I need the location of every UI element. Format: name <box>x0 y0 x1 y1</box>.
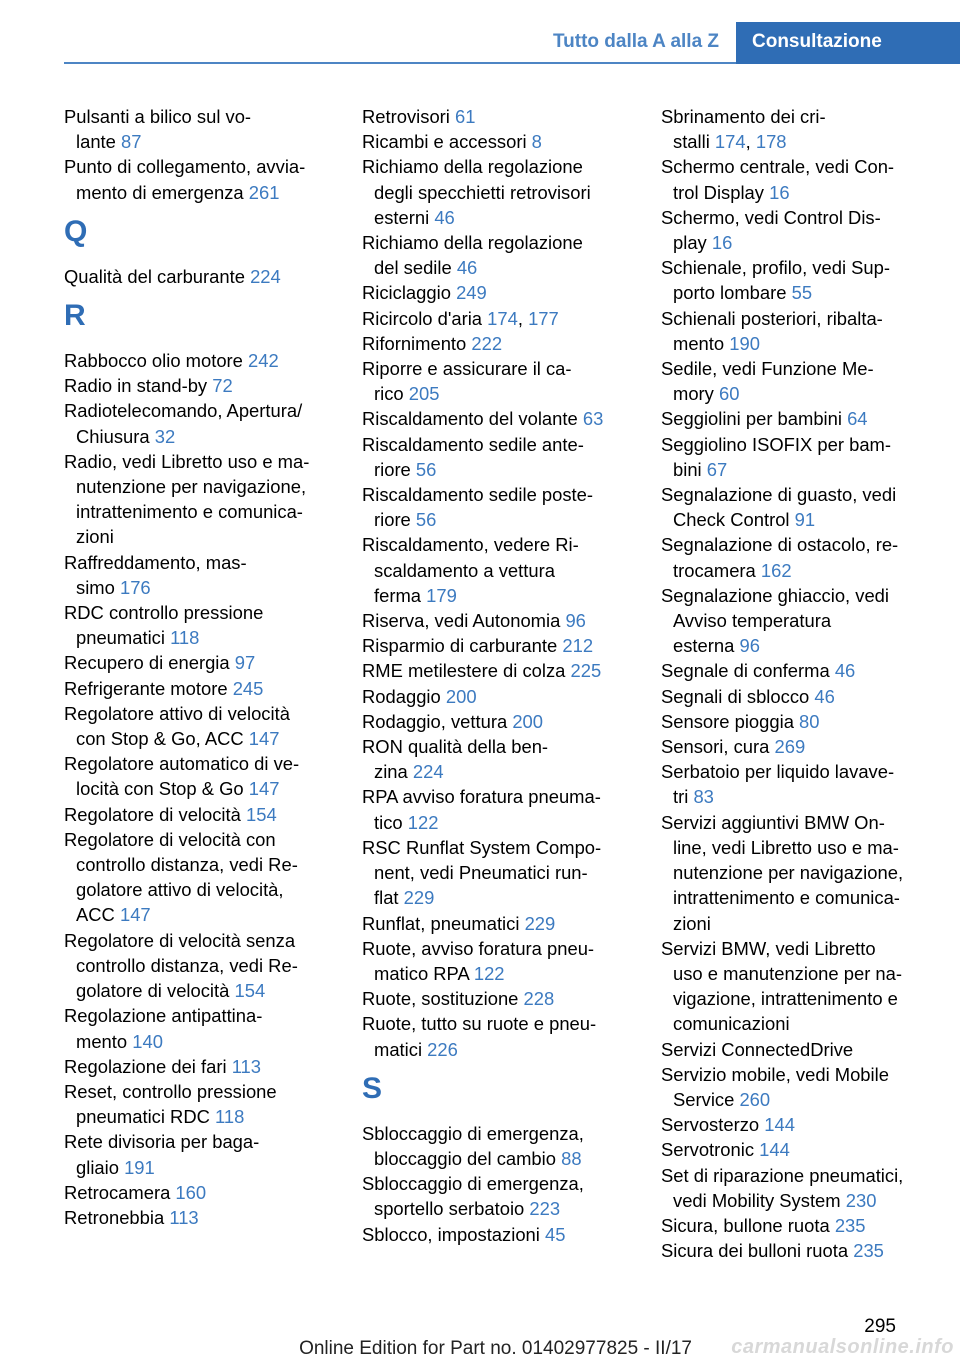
index-entry-text: esterni <box>374 206 430 228</box>
index-entry <box>661 356 929 406</box>
index-entry-text: Servizi ConnectedDrive <box>661 1038 854 1060</box>
page-reference-link[interactable]: 177 <box>528 307 559 329</box>
index-entry-text: tico <box>374 811 403 833</box>
header-section-title: Tutto dalla A alla Z <box>552 31 720 52</box>
page-reference-link[interactable]: 45 <box>545 1223 566 1245</box>
index-entry-text: riore <box>374 458 411 480</box>
index-entry <box>661 810 929 936</box>
index-entry-text: trol Display <box>673 181 764 203</box>
index-entry <box>64 1079 332 1129</box>
index-entry-text: Sedile, vedi Funzione Me‐ <box>661 358 874 380</box>
index-entry-text: Refrigerante motore <box>64 677 228 699</box>
index-entry-text: Regolazione antipattina‐ <box>64 1005 263 1027</box>
index-entry <box>362 986 630 1011</box>
index-entry-text: scaldamento a vettura <box>374 559 555 581</box>
index-entry <box>362 532 630 608</box>
footer-edition-text: Online Edition for Part no. 01402977825 - II/17 <box>299 1338 692 1359</box>
index-letter-heading: S <box>362 1071 383 1105</box>
page-number: 295 <box>864 1316 896 1337</box>
index-entry-text: Raffreddamento, mas‐ <box>64 551 247 573</box>
index-entry-text: intrattenimento e comunica‐ <box>673 887 900 909</box>
index-entry-text: Servotronic <box>661 1139 755 1161</box>
index-entry-text: Schermo, vedi Control Dis‐ <box>661 206 881 228</box>
page-reference-link[interactable]: 55 <box>791 282 813 304</box>
page-reference-link[interactable]: 235 <box>834 1214 866 1236</box>
index-entry-text: Riscaldamento sedile poste‐ <box>362 484 594 506</box>
index-entry-text: flat <box>374 887 399 909</box>
index-entry <box>661 532 929 582</box>
index-entry-text: Runflat, pneumatici <box>362 912 520 934</box>
index-entry <box>661 658 929 683</box>
page-reference-link[interactable]: 162 <box>760 559 792 581</box>
page-reference-link[interactable]: 223 <box>529 1198 561 1220</box>
index-entry-text: Seggiolini per bambini <box>661 408 842 430</box>
page-reference-link[interactable]: 88 <box>561 1147 582 1169</box>
index-entry-text: bini <box>673 458 702 480</box>
index-entry-text: Segnali di sblocco <box>661 685 810 707</box>
index-entry <box>64 398 332 448</box>
index-entry <box>64 348 332 373</box>
index-entry-text: Avviso temperatura <box>673 610 832 632</box>
page-reference-link[interactable]: 46 <box>814 685 835 707</box>
index-entry-text: Rodaggio <box>362 685 441 707</box>
index-entry-text: Servizio mobile, vedi Mobile <box>661 1063 889 1085</box>
page-reference-link[interactable]: 80 <box>799 710 820 732</box>
index-entry-text: esterna <box>673 635 735 657</box>
index-entry-text: controllo distanza, vedi Re‐ <box>76 854 298 876</box>
index-entry-text: zina <box>374 761 408 783</box>
page-reference-link[interactable]: 61 <box>455 106 476 127</box>
index-column-3 <box>661 104 929 1263</box>
index-entry-text: Schienali posteriori, ribalta‐ <box>661 307 883 329</box>
index-entry-text: Regolatore automatico di ve‐ <box>64 753 300 775</box>
index-entry-text: RME metilestere di colza <box>362 660 566 682</box>
index-entry <box>362 230 630 280</box>
index-entry <box>362 1011 630 1061</box>
index-entry-text: Sensori, cura <box>661 736 770 758</box>
index-entry <box>64 264 332 289</box>
index-entry-text: Ricircolo d'aria <box>362 307 483 329</box>
page-reference-link[interactable]: 269 <box>774 736 806 758</box>
index-column-2 <box>362 104 630 1247</box>
index-entry-text: pneumatici RDC <box>76 1106 210 1128</box>
page-reference-link[interactable]: 224 <box>250 265 281 287</box>
page-reference-link[interactable]: 154 <box>245 803 277 825</box>
page-reference-link[interactable]: 56 <box>415 458 437 480</box>
index-entry <box>661 1037 929 1062</box>
index-entry-text: Sbloccaggio di emergenza, <box>362 1122 584 1144</box>
index-entry-text: simo <box>76 576 115 598</box>
page-reference-link[interactable]: 190 <box>729 332 760 354</box>
page-reference-link[interactable]: 235 <box>853 1240 884 1262</box>
index-entry <box>64 373 332 398</box>
index-entry <box>64 701 332 751</box>
index-entry <box>661 759 929 809</box>
index-entry-text: del sedile <box>374 257 452 279</box>
index-entry-text: porto lombare <box>673 282 787 304</box>
page-reference-link[interactable]: 242 <box>248 350 279 372</box>
index-entry <box>64 1129 332 1179</box>
index-entry-text: Recupero di energia <box>64 652 230 674</box>
index-entry-text: golatore di velocità <box>76 980 230 1002</box>
index-entry-text: comunicazioni <box>673 1013 790 1035</box>
index-entry <box>661 205 929 255</box>
index-entry-text: Ruote, avviso foratura pneu‐ <box>362 937 595 959</box>
index-letter-heading: R <box>64 299 86 333</box>
index-entry-text: Risparmio di carburante <box>362 635 558 657</box>
index-entry-text: Schermo centrale, vedi Con‐ <box>661 156 895 178</box>
index-entry-text: Richiamo della regolazione <box>362 232 583 254</box>
index-entry-text: RON qualità della ben‐ <box>362 736 549 758</box>
index-entry-text: Seggiolino ISOFIX per bam‐ <box>661 433 891 455</box>
index-entry-text: Riporre e assicurare il ca‐ <box>362 358 572 380</box>
index-entry <box>64 1180 332 1205</box>
index-entry-text: Servosterzo <box>661 1114 760 1136</box>
page-reference-link[interactable]: 91 <box>794 509 816 531</box>
index-entry-text: RPA avviso foratura pneuma‐ <box>362 786 601 808</box>
page-reference-link[interactable]: 174 <box>714 131 746 153</box>
index-entry <box>362 154 630 230</box>
index-entry-text: vedi Mobility System <box>673 1189 841 1211</box>
index-entry-text: Servizi aggiuntivi BMW On‐ <box>661 811 885 833</box>
page-reference-link[interactable]: 245 <box>232 677 264 699</box>
page-reference-link[interactable]: 118 <box>170 627 200 649</box>
index-entry-text: gliaio <box>76 1156 119 1178</box>
index-entry <box>362 608 630 633</box>
watermark-text: carmanualsonline.info <box>731 1336 954 1358</box>
page-reference-link[interactable]: 191 <box>124 1156 155 1178</box>
index-entry-text: Segnale di conferma <box>661 660 830 682</box>
page-reference-link[interactable]: 200 <box>512 710 543 732</box>
page-reference-link[interactable]: 154 <box>234 980 266 1002</box>
page-reference-link[interactable]: 32 <box>154 425 176 447</box>
index-entry <box>661 936 929 1037</box>
page-reference-link[interactable]: 200 <box>445 685 477 707</box>
index-entry-text: Richiamo della regolazione <box>362 156 583 178</box>
index-entry-text: Riserva, vedi Autonomia <box>362 610 561 632</box>
index-entry-text: matico RPA <box>374 962 469 984</box>
index-entry <box>362 280 630 305</box>
page-reference-link[interactable]: 230 <box>845 1189 877 1211</box>
page-reference-link[interactable]: 83 <box>693 786 714 808</box>
index-entry <box>64 1054 332 1079</box>
index-entry-text: Servizi BMW, vedi Libretto <box>661 937 876 959</box>
index-entry <box>64 1003 332 1053</box>
index-entry-text: golatore attivo di velocità, <box>76 879 284 901</box>
index-entry-text: sportello serbatoio <box>374 1198 525 1220</box>
index-entry-text: Rodaggio, vettura <box>362 710 508 732</box>
index-entry-text: tri <box>673 786 689 808</box>
index-letter-heading: Q <box>64 214 88 248</box>
index-entry <box>362 1222 630 1247</box>
index-entry-text: mento <box>673 332 725 354</box>
index-entry <box>362 784 630 834</box>
index-entry <box>661 406 929 431</box>
page-reference-link[interactable]: 229 <box>524 912 556 934</box>
page-reference-link[interactable]: 46 <box>456 257 478 279</box>
index-entry-text: controllo distanza, vedi Re‐ <box>76 954 298 976</box>
index-entry <box>362 633 630 658</box>
page-reference-link[interactable]: 96 <box>739 635 760 657</box>
index-entry-text: Retronebbia <box>64 1206 165 1228</box>
index-entry-text: con Stop & Go, ACC <box>76 728 244 750</box>
index-entry-text: Riscaldamento sedile ante‐ <box>362 433 584 455</box>
index-entry <box>64 650 332 675</box>
index-entry-text: Rete divisoria per baga‐ <box>64 1131 260 1153</box>
page-reference-link[interactable]: 144 <box>759 1139 790 1161</box>
index-entry-text: Sicura dei bulloni ruota <box>661 1240 849 1262</box>
index-entry-text: RDC controllo pressione <box>64 602 264 624</box>
index-entry-text: matici <box>374 1038 423 1060</box>
index-entry-text: lante <box>76 131 116 153</box>
page-reference-link[interactable]: 249 <box>456 282 487 304</box>
index-entry <box>362 406 630 431</box>
page-reference-link[interactable]: 8 <box>531 131 542 153</box>
page-reference-link[interactable]: 122 <box>407 811 439 833</box>
index-entry <box>661 482 929 532</box>
page-reference-link[interactable]: 140 <box>132 1030 163 1052</box>
index-entry <box>661 1137 929 1162</box>
index-entry-text: Rifornimento <box>362 332 467 354</box>
index-entry-text: mento <box>76 1030 128 1052</box>
index-entry-text: Regolatore di velocità senza <box>64 929 296 951</box>
index-entry <box>64 928 332 1004</box>
index-entry <box>362 658 630 683</box>
index-entry <box>661 432 929 482</box>
index-entry-text: play <box>673 232 707 254</box>
footer <box>0 1336 960 1362</box>
index-entry <box>362 482 630 532</box>
index-entry <box>64 827 332 928</box>
page-reference-link[interactable]: 87 <box>121 131 142 153</box>
index-entry-text: Service <box>673 1088 735 1110</box>
page-reference-link[interactable]: 147 <box>248 728 280 750</box>
index-entry <box>661 1238 929 1263</box>
index-entry <box>64 104 332 154</box>
index-entry-text: pneumatici <box>76 627 165 649</box>
index-entry <box>64 600 332 650</box>
index-entry-text: Set di riparazione pneumatici, <box>661 1164 904 1186</box>
index-entry <box>661 255 929 305</box>
page-reference-link[interactable]: 212 <box>562 635 594 657</box>
index-entry-text: Pulsanti a bilico sul vo‐ <box>64 106 252 127</box>
index-entry <box>661 709 929 734</box>
index-entry-text: Regolazione dei fari <box>64 1055 227 1077</box>
page-reference-link[interactable]: 225 <box>570 660 602 682</box>
page-reference-link[interactable]: 97 <box>234 652 256 674</box>
index-entry-text: Regolatore di velocità <box>64 803 241 825</box>
index-entry-text: uso e manutenzione per na‐ <box>673 962 903 984</box>
index-entry-text: Check Control <box>673 509 790 531</box>
page-reference-link[interactable]: 160 <box>175 1181 207 1203</box>
page-reference-link[interactable]: 260 <box>739 1088 771 1110</box>
page-reference-link[interactable]: 64 <box>847 408 868 430</box>
page-reference-link[interactable]: 122 <box>473 962 505 984</box>
index-entry-text: Sblocco, impostazioni <box>362 1223 540 1245</box>
index-entry <box>362 1171 630 1221</box>
index-entry-text: Radio, vedi Libretto uso e ma‐ <box>64 450 310 472</box>
index-entry <box>362 709 630 734</box>
page-reference-link[interactable]: 46 <box>434 206 455 228</box>
index-entry <box>362 331 630 356</box>
header-chapter-tab: Consultazione <box>736 22 960 64</box>
index-entry-text: Sicura, bullone ruota <box>661 1214 830 1236</box>
index-entry-text: Segnalazione di guasto, vedi <box>661 484 897 506</box>
index-entry-text: degli specchietti retrovisori <box>374 181 591 203</box>
index-entry-text: Ruote, sostituzione <box>362 988 519 1010</box>
index-entry-text: mory <box>673 383 714 405</box>
index-entry-text: Segnalazione di ostacolo, re‐ <box>661 534 899 556</box>
page-reference-link[interactable]: 60 <box>719 383 740 405</box>
page-reference-link[interactable]: 113 <box>231 1055 262 1077</box>
index-entry <box>362 1121 630 1171</box>
page-reference-link[interactable]: 46 <box>834 660 856 682</box>
index-entry <box>64 802 332 827</box>
page-reference-link[interactable]: 226 <box>427 1038 458 1060</box>
index-entry <box>362 432 630 482</box>
index-entry-text: Rabbocco olio motore <box>64 350 243 372</box>
index-entry-text: Sbrinamento dei cri‐ <box>661 106 826 127</box>
index-entry-text: Retrovisori <box>362 106 450 127</box>
index-entry-text: Regolatore di velocità con <box>64 828 276 850</box>
index-entry-text: Schienale, profilo, vedi Sup‐ <box>661 257 890 279</box>
index-entry-text: line, vedi Libretto uso e ma‐ <box>673 836 899 858</box>
page-reference-link[interactable]: 16 <box>711 232 733 254</box>
page-reference-link[interactable]: 179 <box>426 584 457 606</box>
page-reference-link[interactable]: 147 <box>119 904 151 926</box>
index-entry <box>661 306 929 356</box>
index-entry <box>661 1062 929 1112</box>
index-entry-text: Qualità del carburante <box>64 265 245 287</box>
index-entry-text: Sbloccaggio di emergenza, <box>362 1173 584 1195</box>
index-entry <box>64 550 332 600</box>
index-entry-text: Riscaldamento, vedere Ri‐ <box>362 534 579 556</box>
index-entry-text: trocamera <box>673 559 756 581</box>
index-entry-text: Radiotelecomando, Apertura/ <box>64 400 303 422</box>
index-entry-text: vigazione, intrattenimento e <box>673 988 898 1010</box>
page-reference-link[interactable]: 261 <box>248 181 280 203</box>
index-entry-text: nutenzione per navigazione, <box>673 862 904 884</box>
index-entry-text: Regolatore attivo di velocità <box>64 702 290 724</box>
index-entry <box>661 684 929 709</box>
index-entry-text: Segnalazione ghiaccio, vedi <box>661 584 889 606</box>
index-entry-text: bloccaggio del cambio <box>374 1147 556 1169</box>
index-entry-text: zioni <box>673 912 711 934</box>
index-entry-text: Reset, controllo pressione <box>64 1080 277 1102</box>
index-entry <box>661 734 929 759</box>
index-entry <box>64 1205 332 1230</box>
page-reference-link[interactable]: 144 <box>764 1114 795 1136</box>
page-reference-link[interactable]: 229 <box>403 887 435 909</box>
index-entry <box>362 835 630 911</box>
index-entry: Ricircolo d'aria 174, 177 <box>362 307 559 329</box>
index-entry <box>661 1213 929 1238</box>
index-entry-text: Ruote, tutto su ruote e pneu‐ <box>362 1013 597 1035</box>
page-reference-link[interactable]: 178 <box>755 131 787 153</box>
page-reference-link[interactable]: 113 <box>169 1206 199 1228</box>
page-reference-link[interactable]: 72 <box>212 375 233 397</box>
index-entry-text: stalli <box>673 131 710 153</box>
index-entry <box>64 751 332 801</box>
index-entry-text: Ricambi e accessori <box>362 131 527 153</box>
page-reference-link[interactable]: 228 <box>523 988 555 1010</box>
index-entry <box>362 911 630 936</box>
index-entry-text: RSC Runflat System Compo‐ <box>362 836 602 858</box>
page-reference-link[interactable]: 16 <box>769 181 790 203</box>
index-entry-text: nent, vedi Pneumatici run‐ <box>374 862 588 884</box>
page-reference-link[interactable]: 205 <box>408 383 440 405</box>
index-entry-text: Chiusura <box>76 425 150 447</box>
index-entry-text: riore <box>374 509 411 531</box>
index-entry-text: Riciclaggio <box>362 282 451 304</box>
index-entry <box>64 154 332 204</box>
page-reference-link[interactable]: 118 <box>215 1106 245 1128</box>
index-column-1 <box>64 104 332 1230</box>
index-entry-text: locità con Stop & Go <box>76 778 244 800</box>
index-entry <box>362 684 630 709</box>
index-entry-text: Punto di collegamento, avvia‐ <box>64 156 306 178</box>
index-entry-text: intrattenimento e comunica‐ <box>76 501 303 523</box>
index-entry <box>362 356 630 406</box>
index-entry <box>362 734 630 784</box>
index-entry: Sbrinamento dei cri‐ stalli 174, 178 <box>661 106 826 153</box>
index-entry-text: ferma <box>374 584 422 606</box>
page-reference-link[interactable]: 56 <box>415 509 437 531</box>
page-reference-link[interactable]: 176 <box>119 576 151 598</box>
index-entry-text: Retrocamera <box>64 1181 171 1203</box>
index-entry <box>661 1163 929 1213</box>
page-reference-link[interactable]: 222 <box>471 332 503 354</box>
index-entry <box>362 104 630 129</box>
index-entry <box>64 676 332 701</box>
index-entry-text: zioni <box>76 526 114 548</box>
index-entry-text: rico <box>374 383 404 405</box>
page-reference-link[interactable]: 96 <box>565 610 586 632</box>
index-entry <box>661 583 929 659</box>
index-entry-text: Sensore pioggia <box>661 710 794 732</box>
index-entry <box>661 154 929 204</box>
index-entry <box>362 936 630 986</box>
index-entry-text: Serbatoio per liquido lavave‐ <box>661 761 895 783</box>
index-entry-text: mento di emergenza <box>76 181 244 203</box>
page-reference-link[interactable]: 63 <box>582 408 604 430</box>
index-entry <box>64 449 332 550</box>
index-entry <box>661 1112 929 1137</box>
page-reference-link[interactable]: 174 <box>487 307 518 329</box>
index-entry-text: Riscaldamento del volante <box>362 408 578 430</box>
page-reference-link[interactable]: 224 <box>412 761 444 783</box>
page-reference-link[interactable]: 147 <box>248 778 280 800</box>
page-reference-link[interactable]: 67 <box>706 458 728 480</box>
index-entry-text: Radio in stand-by <box>64 375 208 397</box>
index-entry-text: ACC <box>76 904 115 926</box>
index-entry <box>362 129 630 154</box>
index-entry-text: nutenzione per navigazione, <box>76 476 307 498</box>
